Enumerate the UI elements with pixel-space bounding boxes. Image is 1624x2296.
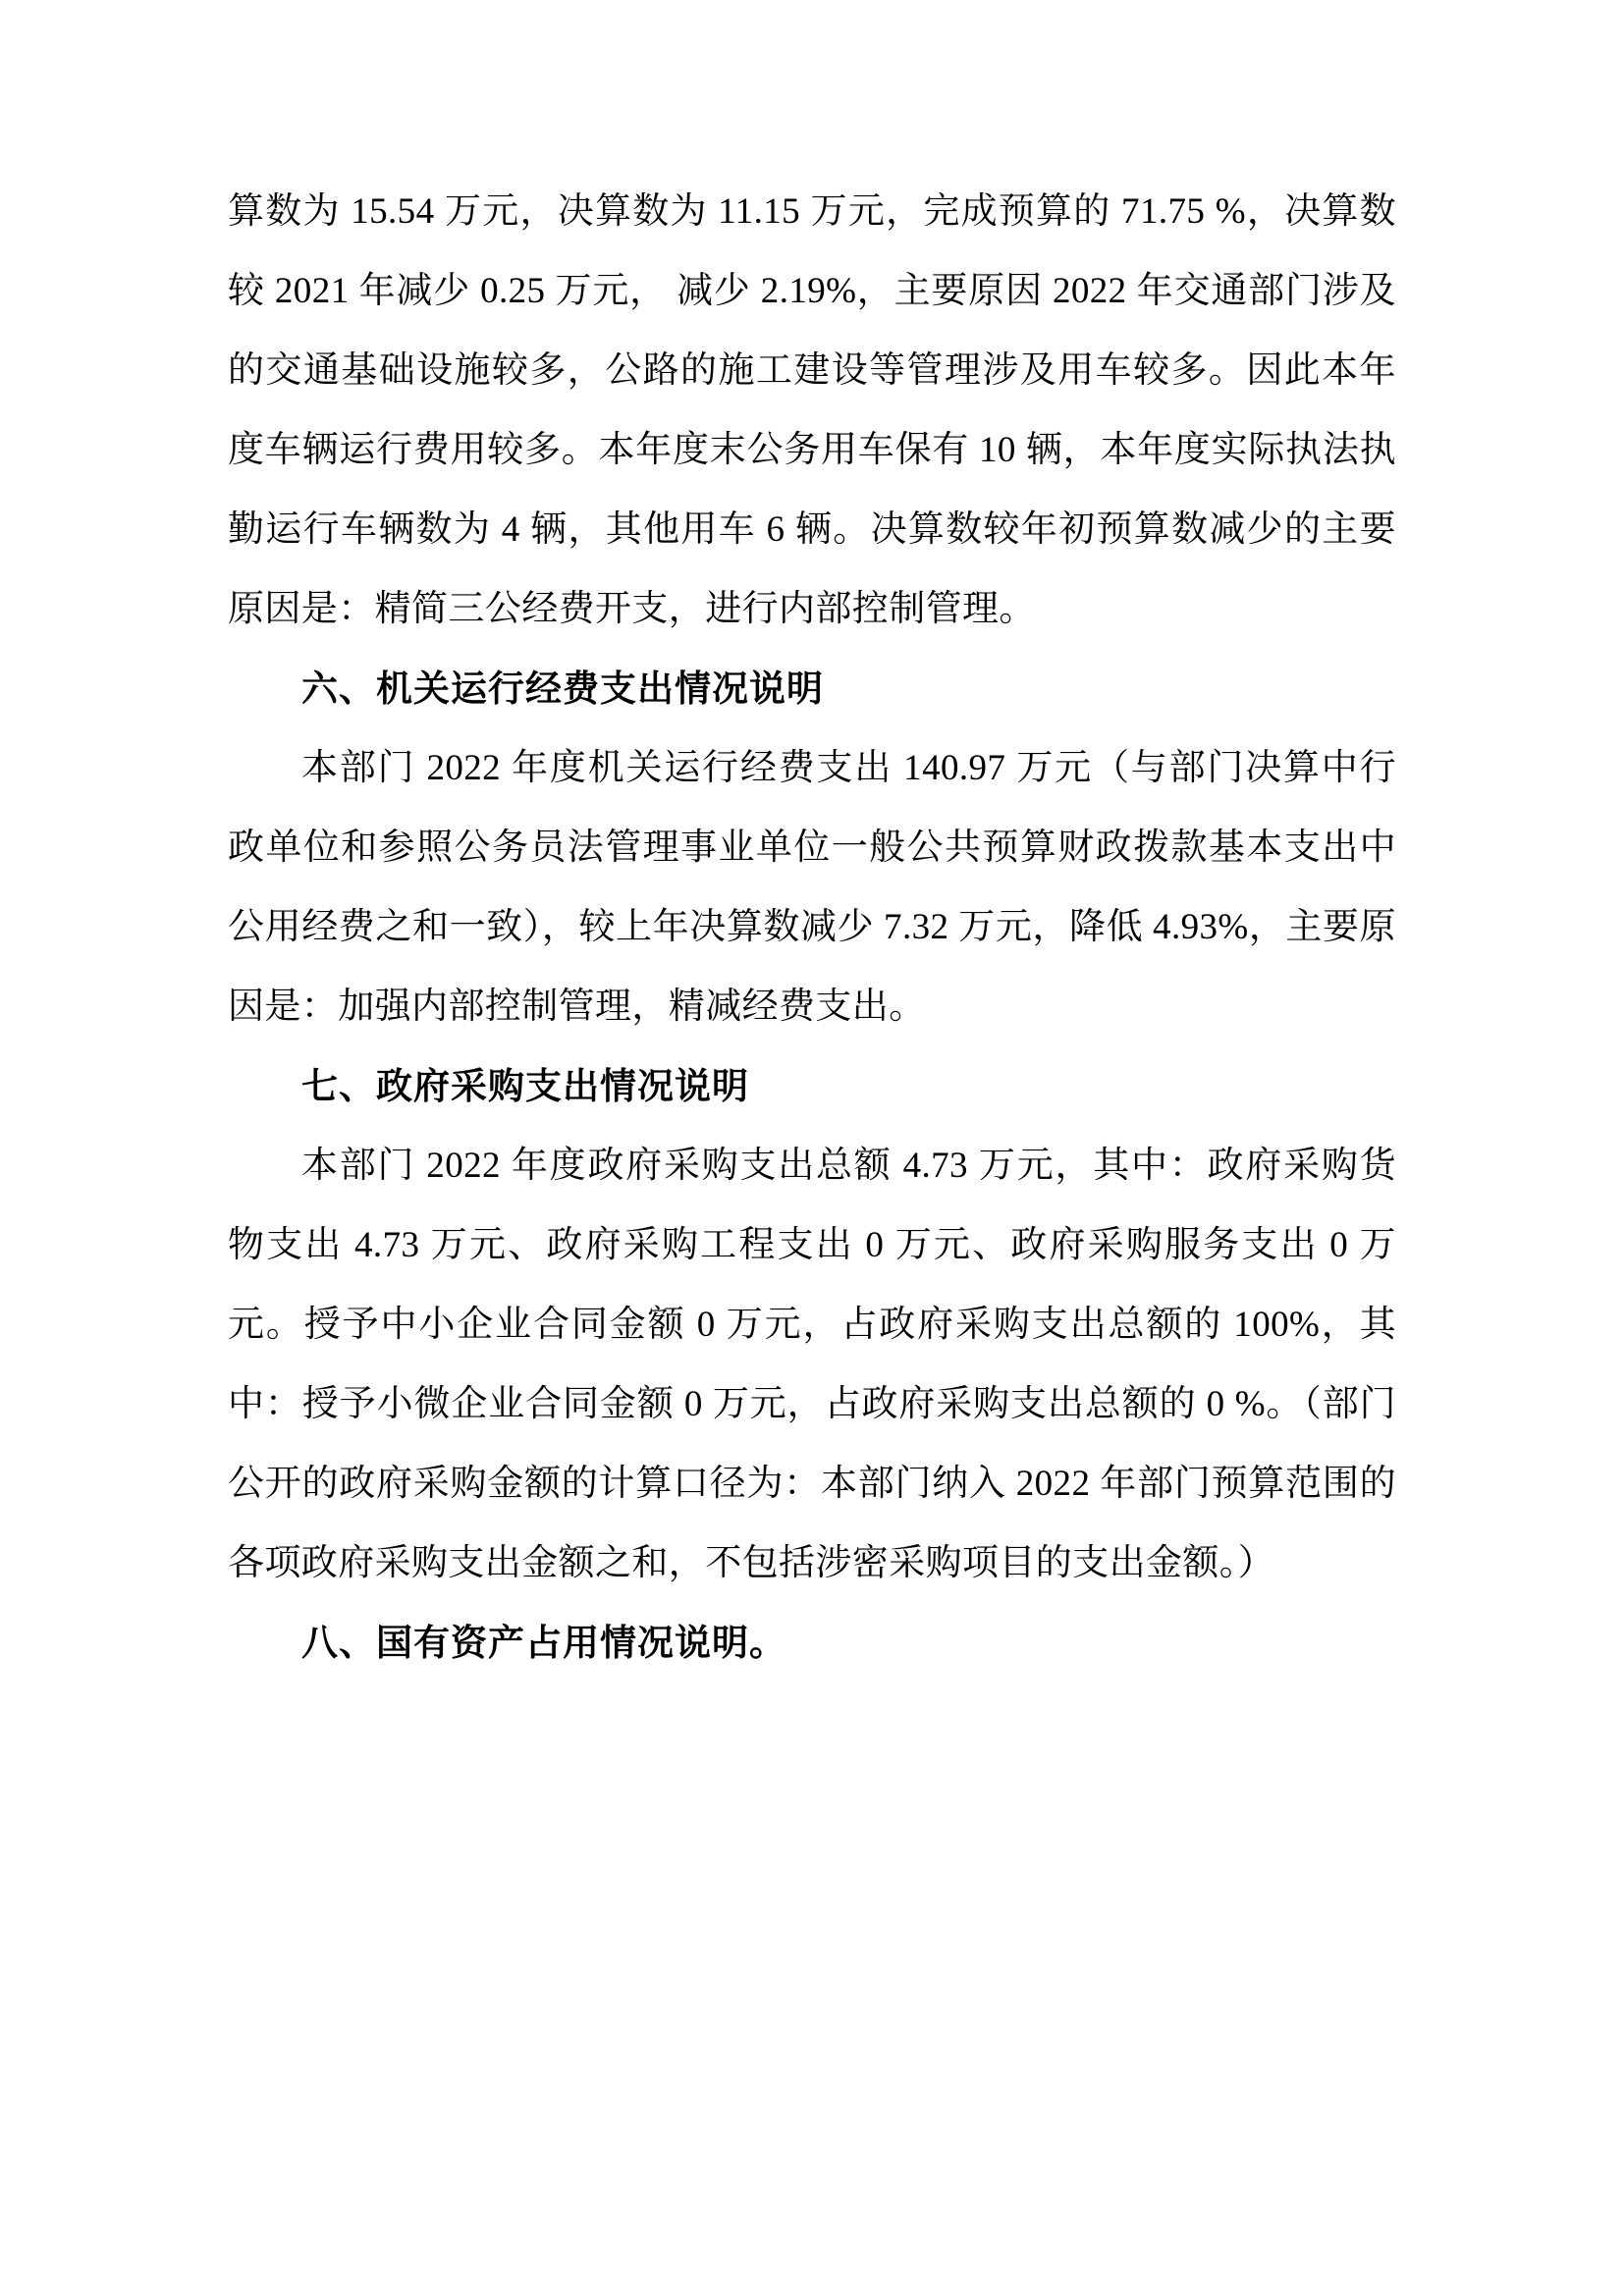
document-body (228, 172, 1396, 1682)
heading-section-seven: 七、政府采购支出情况说明 (301, 1066, 749, 1106)
heading-section-eight: 八、国有资产占用情况说明。 (301, 1623, 786, 1663)
paragraph-section-seven: 本部门 2022 年度政府采购支出总额 4.73 万元，其中：政府采购货物支出 4.73 万元、政府采购工程支出 0 万元、政府采购服务支出 0 万元。授予中小企业合同金额 0 万元，占政府采购支出总额的 100%，其中：授予小微企业合同金额 0 万元，占政府采购支出总额的 0 %。（部门公开的政府采购金额的计算口径为：本部门纳入 2022 年部门预算范围的各项政府采购支出金额之和，不包括涉密采购项目的支出金额。） (228, 1146, 1396, 1583)
heading-section-six: 六、机关运行经费支出情况说明 (301, 668, 824, 709)
paragraph-section-six: 本部门 2022 年度机关运行经费支出 140.97 万元（与部门决算中行政单位和参照公务员法管理事业单位一般公共预算财政拨款基本支出中公用经费之和一致），较上年决算数减少 7.32 万元，降低 4.93%，主要原因是：加强内部控制管理，精减经费支出。 (228, 748, 1396, 1027)
paragraph-vehicle-expense: 算数为 15.54 万元，决算数为 11.15 万元，完成预算的 71.75 %，决算数较 2021 年减少 0.25 万元， 减少 2.19%，主要原因 2022 年交通部门涉及的交通基础设施较多，公路的施工建设等管理涉及用车较多。因此本年度车辆运行费用较多。本年度末公务用车保有 10 辆，本年度实际执法执勤运行车辆数为 4 辆，其他用车 6 辆。决算数较年初预算数减少的主要原因是：精简三公经费开支，进行内部控制管理。 (228, 191, 1396, 629)
